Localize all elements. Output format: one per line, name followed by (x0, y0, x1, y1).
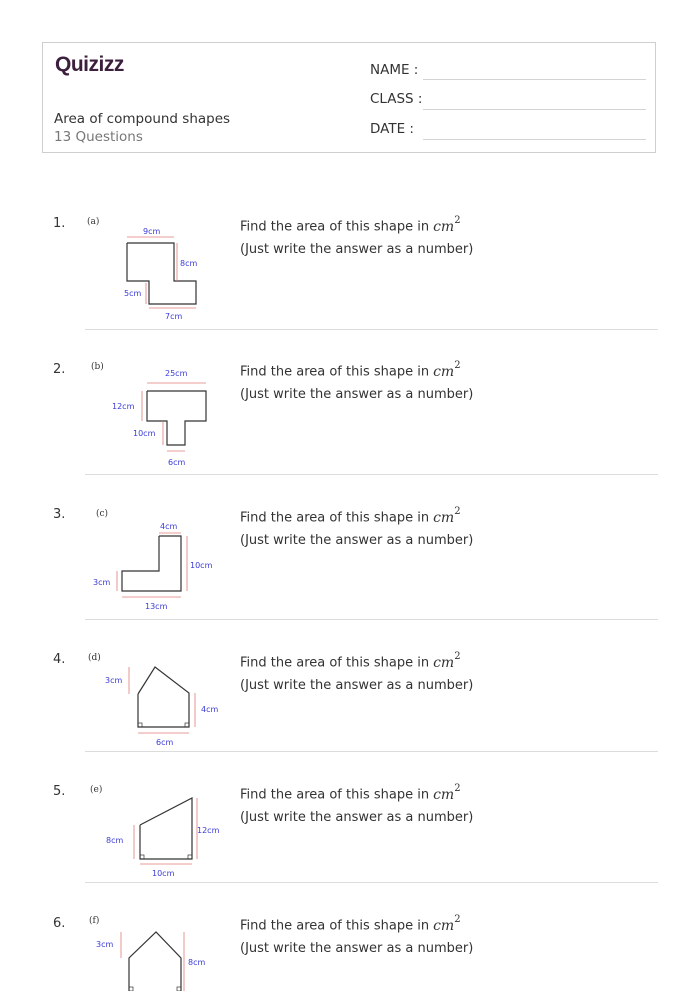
shape-figure-c (84, 503, 224, 615)
svg-text:3cm: 3cm (96, 940, 114, 949)
svg-text:6cm: 6cm (168, 458, 186, 467)
svg-text:3cm: 3cm (93, 578, 111, 587)
svg-text:(e): (e) (90, 785, 103, 795)
date-field[interactable] (423, 139, 646, 140)
svg-text:8cm: 8cm (180, 259, 198, 268)
svg-text:(c): (c) (96, 509, 109, 519)
date-label: DATE : (370, 121, 414, 137)
question-text: Find the area of this shape in $cm^2$ (Just write the answer as a number) (240, 651, 474, 693)
class-label: CLASS : (370, 91, 423, 107)
svg-text:(f): (f) (89, 916, 100, 926)
question-number: 1. (53, 216, 66, 231)
svg-text:6cm: 6cm (156, 738, 174, 747)
divider (85, 619, 658, 620)
question-text: Find the area of this shape in $cm^2$ (Just write the answer as a number) (240, 506, 474, 548)
shape-figure-b (84, 357, 224, 472)
svg-text:4cm: 4cm (160, 522, 178, 531)
question-text: Find the area of this shape in $cm^2$ (Just write the answer as a number) (240, 783, 474, 825)
question-number: 5. (53, 784, 66, 799)
class-field[interactable] (423, 109, 646, 110)
name-field[interactable] (423, 79, 646, 80)
svg-text:25cm: 25cm (165, 369, 188, 378)
divider (85, 474, 658, 475)
shape-figure-d (84, 648, 224, 748)
svg-text:10cm: 10cm (133, 429, 156, 438)
svg-text:4cm: 4cm (201, 705, 219, 714)
svg-text:(a): (a) (87, 217, 100, 227)
svg-text:12cm: 12cm (197, 826, 220, 835)
svg-text:5cm: 5cm (124, 289, 142, 298)
question-number: 6. (53, 916, 66, 931)
worksheet-header (42, 42, 656, 153)
worksheet-title: Area of compound shapes (54, 111, 231, 127)
question-count: 13 Questions (54, 129, 143, 145)
shape-figure-f (84, 911, 224, 991)
svg-text:8cm: 8cm (188, 958, 206, 967)
question-number: 2. (53, 362, 66, 377)
shape-figure-a (84, 212, 214, 324)
svg-text:10cm: 10cm (152, 869, 175, 878)
svg-text:13cm: 13cm (145, 602, 168, 611)
divider (85, 751, 658, 752)
quizizz-logo: Quizizz (55, 53, 124, 76)
svg-text:9cm: 9cm (143, 227, 161, 236)
svg-text:12cm: 12cm (112, 402, 135, 411)
question-text: Find the area of this shape in $cm^2$ (Just write the answer as a number) (240, 914, 474, 956)
divider (85, 882, 658, 883)
svg-text:(b): (b) (91, 362, 104, 372)
question-text: Find the area of this shape in $cm^2$ (Just write the answer as a number) (240, 215, 474, 257)
question-text: Find the area of this shape in $cm^2$ (Just write the answer as a number) (240, 360, 474, 402)
svg-text:(d): (d) (88, 653, 101, 663)
question-number: 4. (53, 652, 66, 667)
shape-figure-e (84, 780, 229, 880)
svg-text:10cm: 10cm (190, 561, 213, 570)
divider (85, 329, 658, 330)
svg-text:7cm: 7cm (165, 312, 183, 321)
name-label: NAME : (370, 62, 419, 78)
svg-text:3cm: 3cm (105, 676, 123, 685)
svg-text:8cm: 8cm (106, 836, 124, 845)
question-number: 3. (53, 507, 66, 522)
